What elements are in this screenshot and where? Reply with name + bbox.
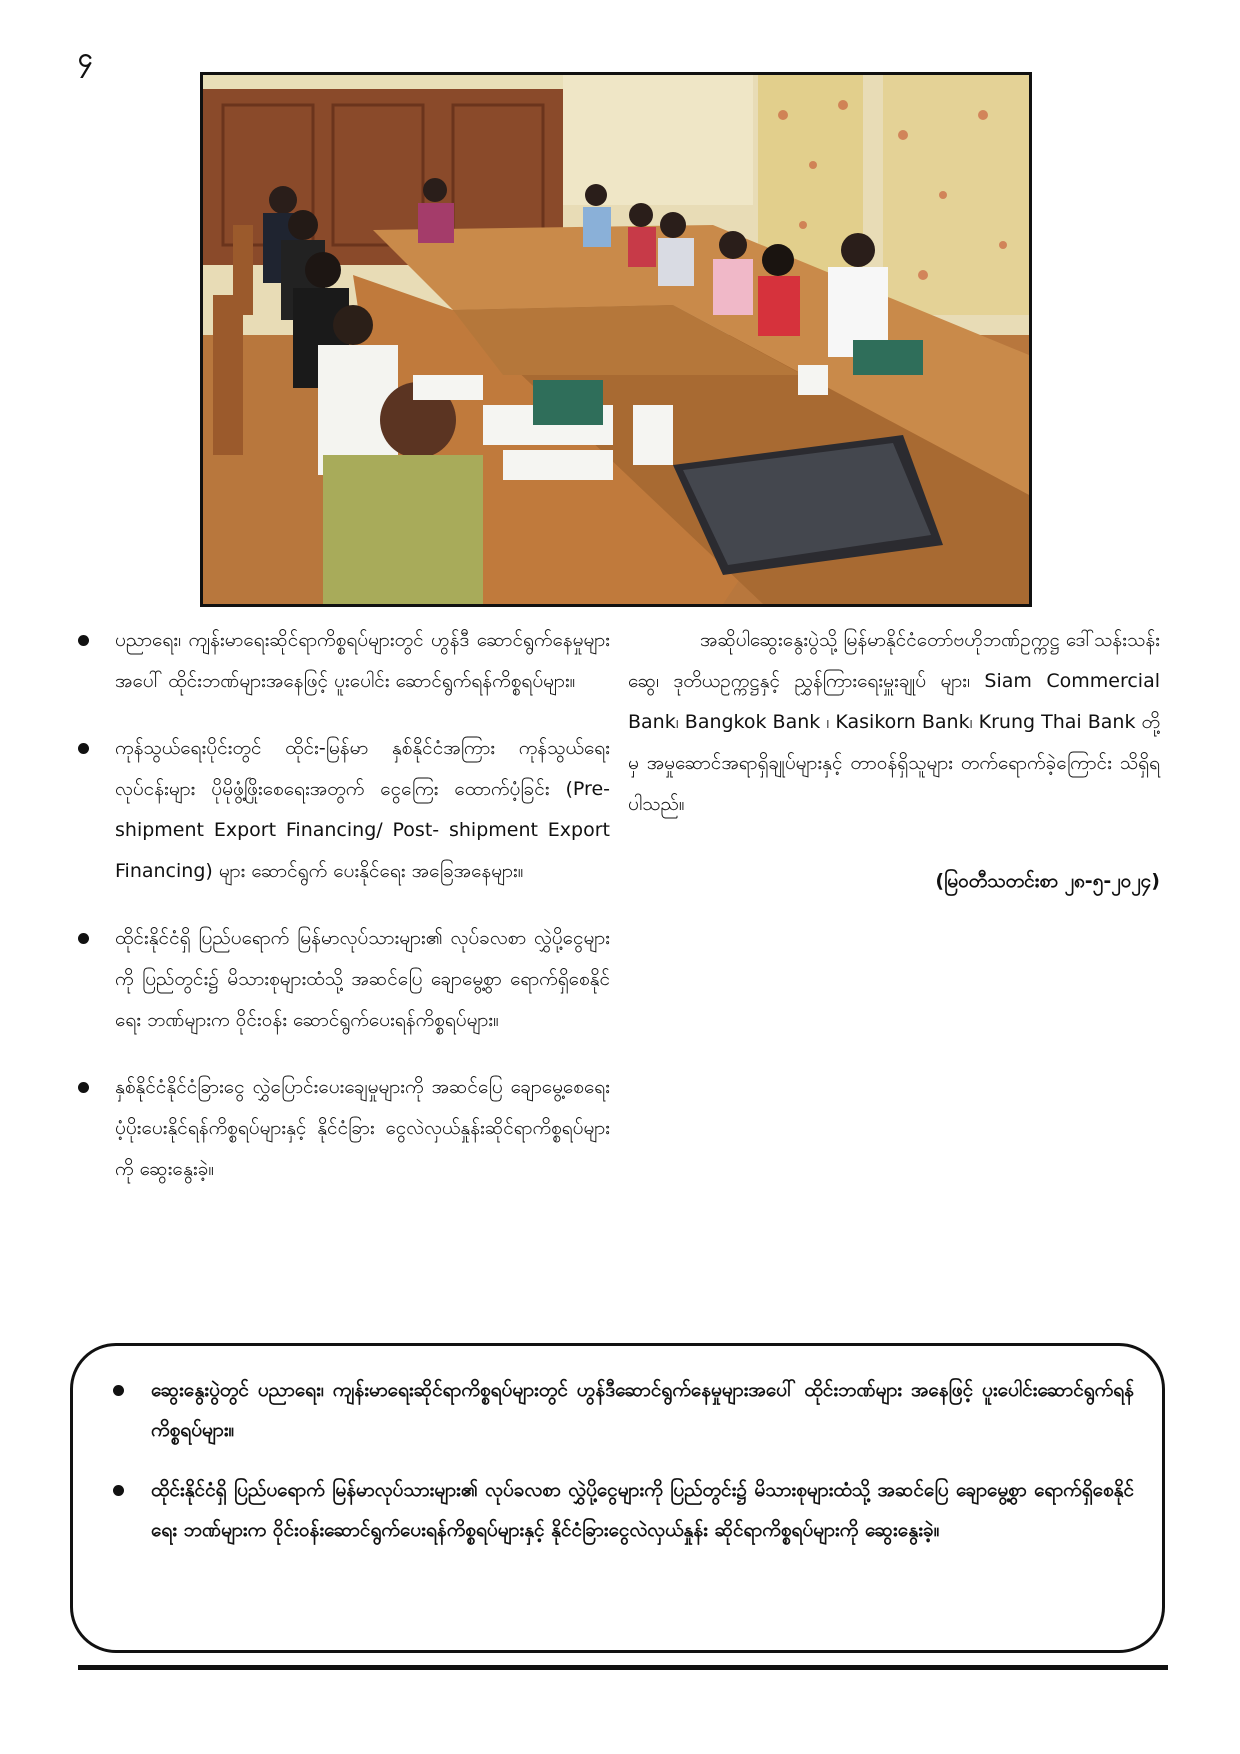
summary-item bbox=[101, 1470, 1134, 1550]
body-paragraph: အဆိုပါဆွေးနွေးပွဲသို့ မြန်မာနိုင်ငံတော်ဗဟိုဘဏ်ဥက္ကဋ္ဌ ဒေါ်သန်းသန်းဆွေ၊ ဒုတိယဥက္ကဋ္ဌနှင့် ညွှန်ကြားရေးမှူးချုပ် များ၊ Siam Commercial Bank၊ Bangkok Bank ၊ Kasikorn Bank၊ Krung Thai Bank တို့မှ အမှုဆောင်အရာရှိချုပ်များနှင့် တာဝန်ရှိသူများ တက်ရောက်ခဲ့ကြောင်း သိရှိရပါသည်။ bbox=[628, 629, 1160, 815]
footer-divider bbox=[78, 1665, 1168, 1670]
left-column bbox=[70, 620, 610, 1216]
list-item-text: နှစ်နိုင်ငံနိုင်ငံခြားငွေ လွှဲပြောင်းပေးချေမှုများကို အဆင်ပြေ ချောမွေ့စေရေး ပံ့ပိုးပေးနိုင်ရန်ကိစ္စရပ်များနှင့် နိုင်ငံခြား ငွေလဲလှယ်နှုန်းဆိုင်ရာကိစ္စရပ်များကို ဆွေးနွေးခဲ့။ bbox=[115, 1076, 610, 1180]
meeting-photo-icon bbox=[203, 75, 1029, 604]
page-number: ၄ bbox=[78, 43, 93, 73]
summary-box bbox=[70, 1343, 1165, 1653]
list-item-text: ကုန်သွယ်ရေးပိုင်းတွင် ထိုင်း-မြန်မာ နှစ်နိုင်ငံအကြား ကုန်သွယ်ရေးလုပ်ငန်းများ ပိုမိုဖွံ့ဖြိုးစေရေးအတွက် ငွေကြေး ထောက်ပံ့ခြင်း (Pre-shipment Export Financing/ Post- shipment Export Financing) များ ဆောင်ရွက် ပေးနိုင်ရေး အခြေအနေများ။ bbox=[115, 737, 610, 882]
summary-item-text: ဆွေးနွေးပွဲတွင် ပညာရေး၊ ကျန်းမာရေးဆိုင်ရာကိစ္စရပ်များတွင် ဟွန်ဒီဆောင်ရွက်နေမှုများအပေါ် ထိုင်းဘဏ်များ အနေဖြင့် ပူးပေါင်းဆောင်ရွက်ရန်ကိစ္စရပ်များ။ bbox=[151, 1379, 1134, 1441]
list-item bbox=[70, 620, 610, 702]
meeting-photo bbox=[200, 72, 1032, 607]
list-item bbox=[70, 728, 610, 892]
summary-item bbox=[101, 1370, 1134, 1450]
bullet-icon bbox=[78, 635, 89, 646]
bullet-icon bbox=[78, 743, 89, 754]
right-column bbox=[628, 620, 1160, 902]
bullet-icon bbox=[78, 933, 89, 944]
list-item-text: ထိုင်းနိုင်ငံရှိ ပြည်ပရောက် မြန်မာလုပ်သားများ၏ လုပ်ခလစာ လွှဲပို့ငွေများကို ပြည်တွင်း၌ မိသားစုများထံသို့ အဆင်ပြေ ချောမွေ့စွာ ရောက်ရှိစေနိုင်ရေး ဘဏ်များက ဝိုင်းဝန်း ဆောင်ရွက်ပေးရန်ကိစ္စရပ်များ။ bbox=[115, 927, 610, 1031]
bullet-icon bbox=[113, 1485, 124, 1496]
list-item bbox=[70, 918, 610, 1041]
list-item bbox=[70, 1067, 610, 1190]
list-item-text: ပညာရေး၊ ကျန်းမာရေးဆိုင်ရာကိစ္စရပ်များတွင် ဟွန်ဒီ ဆောင်ရွက်နေမှုများအပေါ် ထိုင်းဘဏ်များအနေဖြင့် ပူးပေါင်း ဆောင်ရွက်ရန်ကိစ္စရပ်များ။ bbox=[115, 629, 610, 692]
source-citation: (မြဝတီသတင်းစာ ၂၈-၅-၂၀၂၄) bbox=[935, 870, 1160, 892]
bullet-icon bbox=[113, 1385, 124, 1396]
summary-item-text: ထိုင်းနိုင်ငံရှိ ပြည်ပရောက် မြန်မာလုပ်သားများ၏ လုပ်ခလစာ လွှဲပို့ငွေများကို ပြည်တွင်း၌ မိသားစုများထံသို့ အဆင်ပြေ ချောမွေ့စွာ ရောက်ရှိစေနိုင်ရေး ဘဏ်များက ဝိုင်းဝန်းဆောင်ရွက်ပေးရန်ကိစ္စရပ်များနှင့် နိုင်ငံခြားငွေလဲလှယ်နှုန်း ဆိုင်ရာကိစ္စရပ်များကို ဆွေးနွေးခဲ့။ bbox=[151, 1479, 1134, 1541]
bullet-icon bbox=[78, 1082, 89, 1093]
